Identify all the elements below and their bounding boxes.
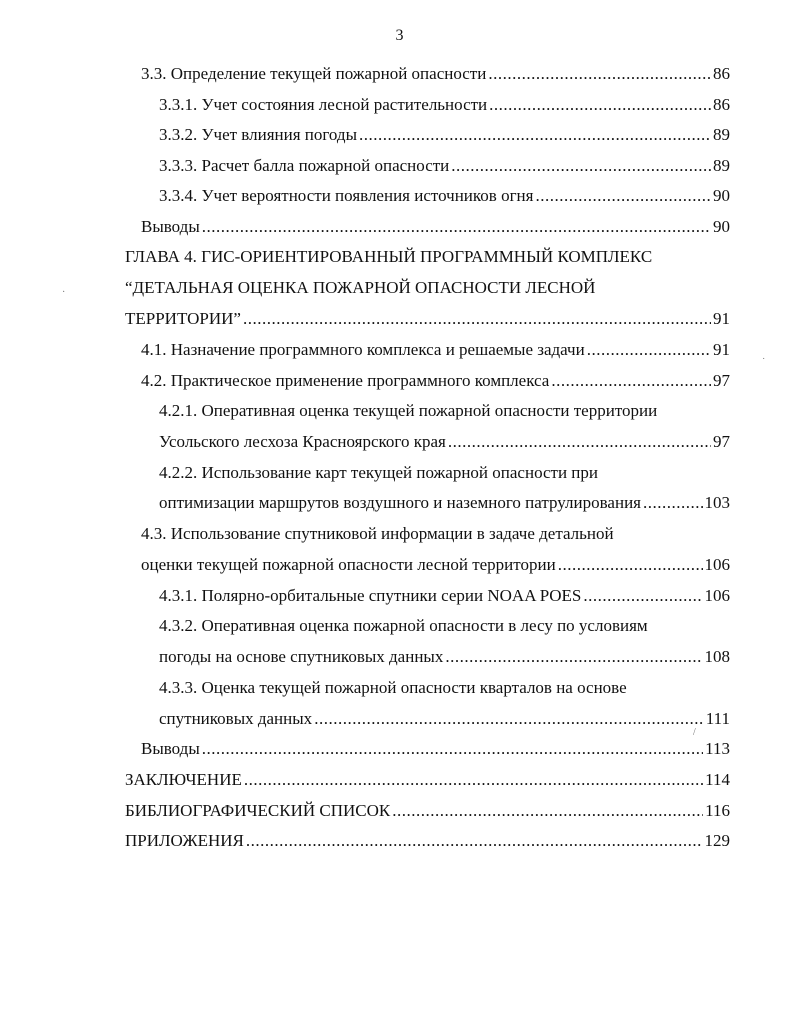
toc-entry-page: 106 xyxy=(704,586,730,605)
toc-entry-page: 129 xyxy=(704,831,730,850)
toc-leader-dots xyxy=(451,154,711,178)
toc-entry-text: БИБЛИОГРАФИЧЕСКИЙ СПИСОК xyxy=(125,801,391,820)
toc-entry-page: 114 xyxy=(705,770,730,789)
toc-entry-4-2-1[interactable] xyxy=(159,430,730,454)
toc-entry-4-3[interactable] xyxy=(141,553,730,577)
toc-entry-text: ТЕРРИТОРИИ” xyxy=(125,309,241,328)
toc-entry-4-3-3[interactable] xyxy=(159,707,730,731)
toc-entry-bibliography[interactable] xyxy=(125,799,730,823)
toc-entry-text: 3.3.1. Учет состояния лесной растительности xyxy=(159,95,488,114)
toc-entry-text: Выводы xyxy=(141,739,200,758)
toc-entry-conclusion[interactable] xyxy=(125,768,730,792)
toc-entry-text: погоды на основе спутниковых данных xyxy=(159,647,444,666)
toc-leader-dots xyxy=(535,184,711,208)
toc-entry-text: 3.3.3. Расчет балла пожарной опасности xyxy=(159,156,450,175)
toc-entry-text: спутниковых данных xyxy=(159,709,313,728)
toc-entry-page: 91 xyxy=(713,309,730,328)
toc-entry-4-3-2-line-1: 4.3.2. Оперативная оценка пожарной опасности в лесу по условиям xyxy=(159,616,648,635)
toc-leader-dots xyxy=(202,215,711,239)
toc-entry-page: 106 xyxy=(704,555,730,574)
toc-entry-4-3-2[interactable] xyxy=(159,645,730,669)
toc-leader-dots xyxy=(643,491,703,515)
toc-entry-page: 86 xyxy=(713,95,730,114)
toc-leader-dots xyxy=(202,737,703,761)
toc-entry-page: 113 xyxy=(705,739,730,758)
toc-leader-dots xyxy=(558,553,703,577)
toc-entry-4-1[interactable] xyxy=(141,338,730,362)
toc-leader-dots xyxy=(244,768,703,792)
toc-leader-dots xyxy=(448,430,711,454)
toc-leader-dots xyxy=(583,584,702,608)
toc-entry-conclusions-ch3[interactable] xyxy=(141,215,730,239)
toc-leader-dots xyxy=(314,707,704,731)
toc-leader-dots xyxy=(359,123,711,147)
toc-entry-text: 3.3. Определение текущей пожарной опасности xyxy=(141,64,487,83)
toc-leader-dots xyxy=(488,62,711,86)
toc-entry-3-3[interactable] xyxy=(141,62,730,86)
toc-leader-dots xyxy=(587,338,711,362)
toc-entry-text: 3.3.4. Учет вероятности появления источников огня xyxy=(159,186,534,205)
toc-entry-page: 116 xyxy=(705,801,730,820)
toc-entry-page: 103 xyxy=(704,493,730,512)
toc-entry-page: 86 xyxy=(713,64,730,83)
toc-entry-text: оптимизации маршрутов воздушного и наземного патрулирования xyxy=(159,493,641,512)
toc-entry-page: 90 xyxy=(713,186,730,205)
toc-entry-page: 97 xyxy=(713,432,730,451)
toc-entry-text: 3.3.2. Учет влияния погоды xyxy=(159,125,358,144)
toc-entry-text: 4.3.1. Полярно-орбитальные спутники серии NOAA POES xyxy=(159,586,582,605)
toc-entry-text: ПРИЛОЖЕНИЯ xyxy=(125,831,244,850)
toc-entry-conclusions-ch4[interactable] xyxy=(141,737,730,761)
scan-speck: / xyxy=(693,727,696,738)
toc-entry-3-3-2[interactable] xyxy=(159,123,730,147)
scan-speck: · xyxy=(62,287,66,298)
page-number: 3 xyxy=(395,27,404,44)
toc-entry-4-3-line-1: 4.3. Использование спутниковой информации в задаче детальной xyxy=(141,524,614,543)
toc-entry-appendices[interactable] xyxy=(125,829,730,853)
toc-entry-4-3-1[interactable] xyxy=(159,584,730,608)
toc-chapter-4-line-1: ГЛАВА 4. ГИС-ОРИЕНТИРОВАННЫЙ ПРОГРАММНЫЙ КОМПЛЕКС xyxy=(125,247,653,266)
toc-entry-page: 91 xyxy=(713,340,730,359)
toc-entry-text: Выводы xyxy=(141,217,200,236)
toc-entry-text: оценки текущей пожарной опасности лесной территории xyxy=(141,555,556,574)
toc-entry-page: 108 xyxy=(704,647,730,666)
toc-leader-dots xyxy=(445,645,702,669)
toc-entry-page: 89 xyxy=(713,156,730,175)
toc-leader-dots xyxy=(392,799,703,823)
toc-entry-4-2-2[interactable] xyxy=(159,491,730,515)
toc-leader-dots xyxy=(246,829,703,853)
toc-entry-text: Усольского лесхоза Красноярского края xyxy=(159,432,446,451)
toc-entry-3-3-1[interactable] xyxy=(159,93,730,117)
toc-entry-text: 4.2. Практическое применение программного комплекса xyxy=(141,371,550,390)
toc-leader-dots xyxy=(489,93,711,117)
toc-entry-3-3-3[interactable] xyxy=(159,154,730,178)
toc-entry-4-2-1-line-1: 4.2.1. Оперативная оценка текущей пожарной опасности территории xyxy=(159,401,658,420)
toc-leader-dots xyxy=(551,369,711,393)
toc-entry-text: ЗАКЛЮЧЕНИЕ xyxy=(125,770,242,789)
toc-entry-page: 97 xyxy=(713,371,730,390)
toc-entry-4-3-3-line-1: 4.3.3. Оценка текущей пожарной опасности кварталов на основе xyxy=(159,678,627,697)
toc-entry-4-2[interactable] xyxy=(141,369,730,393)
toc-entry-chapter-4[interactable] xyxy=(125,307,730,331)
toc-entry-page: 111 xyxy=(705,709,730,728)
toc-leader-dots xyxy=(243,307,711,331)
toc-entry-text: 4.1. Назначение программного комплекса и решаемые задачи xyxy=(141,340,585,359)
toc-entry-4-2-2-line-1: 4.2.2. Использование карт текущей пожарной опасности при xyxy=(159,463,599,482)
scan-speck: ˙ xyxy=(762,357,766,368)
toc-chapter-4-line-2: “ДЕТАЛЬНАЯ ОЦЕНКА ПОЖАРНОЙ ОПАСНОСТИ ЛЕСНОЙ xyxy=(125,278,596,297)
toc-entry-page: 90 xyxy=(713,217,730,236)
toc-entry-3-3-4[interactable] xyxy=(159,184,730,208)
toc-entry-page: 89 xyxy=(713,125,730,144)
